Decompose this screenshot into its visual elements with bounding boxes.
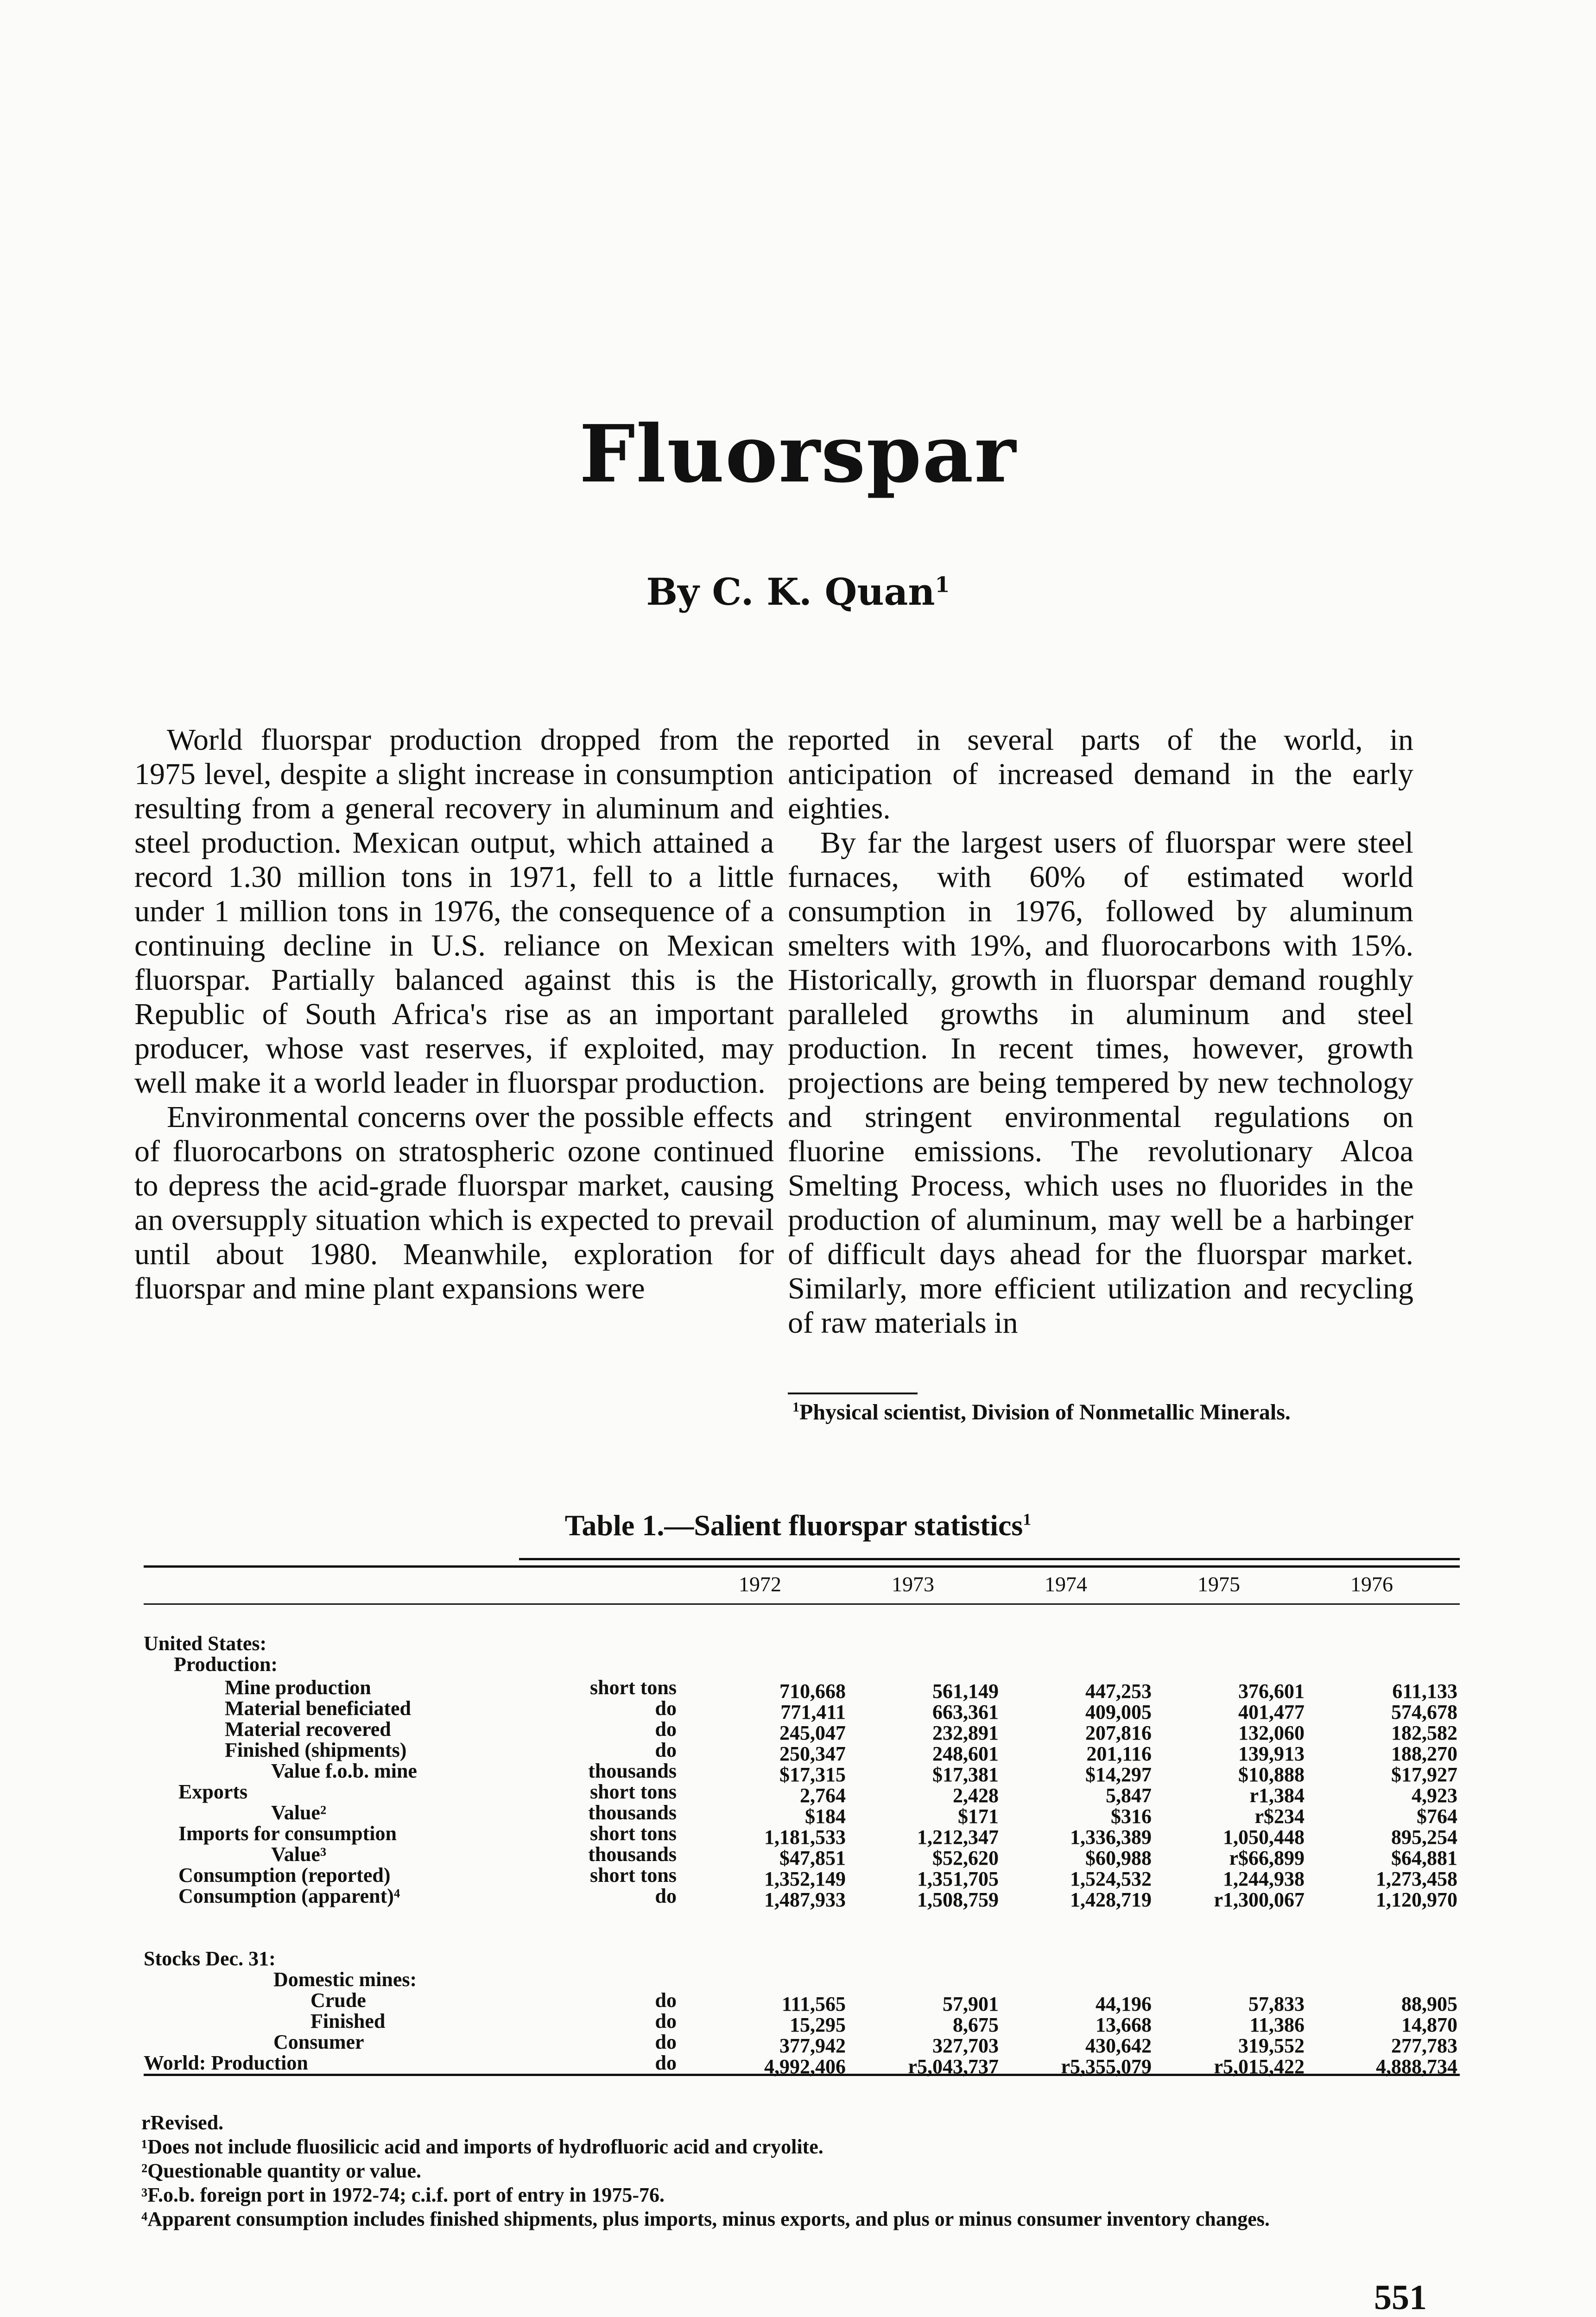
table-notes — [141, 2111, 1439, 2231]
table-cell: 1,524,532 — [1070, 1868, 1152, 1890]
table-cell: 182,582 — [1391, 1722, 1457, 1744]
table-cell: $52,620 — [932, 1847, 999, 1869]
year-header: 1974 — [1045, 1572, 1087, 1596]
table-cell: 710,668 — [779, 1680, 846, 1703]
row-label: Exports — [178, 1780, 248, 1803]
row-label: Material beneficiated — [225, 1697, 411, 1720]
table-cell: 574,678 — [1391, 1701, 1457, 1723]
row-label: Consumption (apparent)⁴ — [178, 1885, 400, 1907]
table-cell: 13,668 — [1096, 2013, 1152, 2036]
table-cell: 401,477 — [1238, 1701, 1305, 1723]
note: ⁴Apparent consumption includes finished shipments, plus imports, minus exports, and plus or minus consumer inventory changes. — [141, 2208, 1270, 2230]
table-cell: r$66,899 — [1229, 1847, 1305, 1869]
row-unit: thousands — [588, 1760, 677, 1782]
row-unit: short tons — [589, 1822, 677, 1845]
paragraph: World fluorspar production dropped from the 1975 level, despite a slight increase in consumption resulting from a general recovery in aluminum and steel production. Mexican output, which attained a record 1.30 million tons in 1971, fell to a little under 1 million tons in 1976, the consequence of a continuing decline in U.S. reliance on Mexican fluorspar. Partially balanced against this is the Republic of South Africa's rise as an important producer, whose vast reserves, if exploited, may well make it a world leader in fluorspar production. — [134, 723, 774, 1100]
note: ²Questionable quantity or value. — [141, 2159, 422, 2182]
note: ³F.o.b. foreign port in 1972-74; c.i.f. port of entry in 1975-76. — [141, 2184, 665, 2206]
table-cell: 44,196 — [1096, 1993, 1152, 2015]
table-cell: 2,428 — [953, 1784, 999, 1807]
row-label: Finished — [310, 2010, 386, 2032]
table-cell: $47,851 — [779, 1847, 846, 1869]
table-top-rule — [519, 1558, 1460, 1560]
table-cell: $10,888 — [1238, 1763, 1305, 1786]
author-name: By C. K. Quan — [646, 570, 935, 614]
table-cell: r1,300,067 — [1214, 1888, 1305, 1911]
table-cell: 409,005 — [1085, 1701, 1152, 1723]
table-title — [0, 1508, 1596, 1543]
byline — [0, 570, 1596, 614]
table-cell: 1,212,347 — [917, 1826, 999, 1849]
table-cell: 663,361 — [932, 1701, 999, 1723]
table-cell: 88,905 — [1401, 1993, 1457, 2015]
author-footnote — [792, 1399, 1291, 1425]
table-cell: 111,565 — [781, 1993, 846, 2015]
table-cell: $17,315 — [779, 1763, 846, 1786]
table-cell: $171 — [958, 1805, 999, 1828]
table-cell: 771,411 — [780, 1701, 846, 1723]
year-header: 1972 — [739, 1572, 781, 1596]
table-cell: 1,428,719 — [1070, 1888, 1152, 1911]
table-cell: 895,254 — [1391, 1826, 1457, 1849]
table-cell: $316 — [1111, 1805, 1152, 1828]
paragraph: By far the largest users of fluorspar were steel furnaces, with 60% of estimated world consumption in 1976, followed by aluminum smelters with 19%, and fluorocarbons with 15%. Historically, growth in fluorspar demand roughly paralleled growths in aluminum and steel production. In recent times, however, growth projections are being tempered by new technology and stringent environmental regulations on fluorine emissions. The revolutionary Alcoa Smelting Process, which uses no fluorides in the production of aluminum, may well be a harbinger of difficult days ahead for the fluorspar market. Similarly, more efficient utilization and recycling of raw materials in — [788, 826, 1413, 1340]
table-cell: 447,253 — [1085, 1680, 1152, 1703]
table-cell: 201,116 — [1086, 1742, 1152, 1765]
paragraph: Environmental concerns over the possible effects of fluorocarbons on stratospheric ozone continued to depress the acid-grade fluorspar market, causing an oversupply situation which is expected to prevail until about 1980. Meanwhile, exploration for fluorspar and mine plant expansions were — [134, 1100, 774, 1305]
table-cell: 4,992,406 — [764, 2055, 846, 2078]
row-label: Value² — [271, 1801, 327, 1824]
table-cell: 327,703 — [932, 2034, 999, 2057]
table-cell: 5,847 — [1106, 1784, 1152, 1807]
table-cell: r1,384 — [1249, 1784, 1305, 1807]
year-header: 1976 — [1350, 1572, 1393, 1596]
row-label: Crude — [310, 1989, 366, 2012]
row-label: Material recovered — [225, 1718, 391, 1741]
group-heading: Stocks Dec. 31: — [144, 1947, 276, 1970]
row-unit: do — [655, 2051, 677, 2074]
body-column-right — [788, 723, 1413, 1340]
row-label: Finished (shipments) — [225, 1739, 407, 1761]
row-unit: thousands — [588, 1801, 677, 1824]
footnote-text: Physical scientist, Division of Nonmetallic Minerals. — [799, 1400, 1291, 1424]
author-footnote-marker: 1 — [935, 572, 950, 597]
table-cell: 1,352,149 — [764, 1868, 846, 1890]
table-cell: 188,270 — [1391, 1742, 1457, 1765]
table-cell: 4,888,734 — [1376, 2055, 1457, 2078]
table-cell: $64,881 — [1391, 1847, 1457, 1869]
table-cell: 132,060 — [1238, 1722, 1305, 1744]
table-cell: r5,043,737 — [908, 2055, 999, 2078]
table-cell: r5,355,079 — [1061, 2055, 1152, 2078]
footnote-divider — [788, 1393, 918, 1394]
table-cell: 250,347 — [779, 1742, 846, 1765]
table-cell: 8,675 — [953, 2013, 999, 2036]
table-bottom-rule — [144, 2074, 1460, 2076]
row-unit: do — [655, 2031, 677, 2053]
row-unit: do — [655, 1718, 677, 1741]
year-header: 1973 — [892, 1572, 934, 1596]
table-cell: 1,181,533 — [764, 1826, 846, 1849]
table-cell: 430,642 — [1085, 2034, 1152, 2057]
row-unit: do — [655, 2010, 677, 2032]
table-cell: 377,942 — [779, 2034, 846, 2057]
body-column-left — [134, 723, 774, 1306]
table-title-text: Table 1.—Salient fluorspar statistics — [564, 1509, 1023, 1542]
year-header: 1975 — [1197, 1572, 1240, 1596]
group-heading: Domestic mines: — [273, 1968, 417, 1991]
table-cell: $184 — [805, 1805, 846, 1828]
table-cell: 14,870 — [1401, 2013, 1457, 2036]
group-heading: Production: — [174, 1653, 278, 1676]
table-cell: $14,297 — [1085, 1763, 1152, 1786]
table-cell: 1,244,938 — [1223, 1868, 1305, 1890]
article-title: Fluorspar — [579, 408, 1017, 500]
row-unit: short tons — [589, 1676, 677, 1699]
table-cell: 561,149 — [932, 1680, 999, 1703]
table-cell: 1,508,759 — [917, 1888, 999, 1911]
row-unit: short tons — [589, 1864, 677, 1887]
table-top-rule-2 — [144, 1565, 1460, 1568]
table-cell: 1,487,933 — [764, 1888, 846, 1911]
table-cell: 611,133 — [1392, 1680, 1457, 1703]
row-label: Value³ — [271, 1843, 327, 1866]
group-heading: United States: — [144, 1632, 267, 1655]
header-rule — [144, 1603, 1460, 1605]
table-cell: 277,783 — [1391, 2034, 1457, 2057]
table-cell: 57,833 — [1248, 1993, 1305, 2015]
table-cell: 11,386 — [1249, 2013, 1305, 2036]
row-label: Value f.o.b. mine — [271, 1760, 417, 1782]
paragraph: reported in several parts of the world, in anticipation of increased demand in the early eighties. — [788, 723, 1413, 825]
table-cell: r$234 — [1254, 1805, 1305, 1828]
footnote-marker: 1 — [792, 1399, 799, 1415]
note: ¹Does not include fluosilicic acid and imports of hydrofluoric acid and cryolite. — [141, 2135, 823, 2158]
table-cell: 207,816 — [1085, 1722, 1152, 1744]
row-label: Mine production — [225, 1676, 371, 1699]
row-unit: do — [655, 1989, 677, 2012]
note: rRevised. — [141, 2111, 224, 2134]
table-cell: 1,336,389 — [1070, 1826, 1152, 1849]
row-unit: thousands — [588, 1843, 677, 1866]
table-cell: $60,988 — [1085, 1847, 1152, 1869]
table-cell: 232,891 — [932, 1722, 999, 1744]
table-cell: $17,381 — [932, 1763, 999, 1786]
table-cell: 139,913 — [1238, 1742, 1305, 1765]
table-cell: $764 — [1417, 1805, 1457, 1828]
table-cell: 1,351,705 — [917, 1868, 999, 1890]
row-label: Imports for consumption — [178, 1822, 397, 1845]
page-number: 551 — [1374, 2278, 1427, 2317]
row-unit: do — [655, 1885, 677, 1907]
table-cell: 245,047 — [779, 1722, 846, 1744]
table-cell: 1,050,448 — [1223, 1826, 1305, 1849]
table-cell: 4,923 — [1412, 1784, 1457, 1807]
table-cell: 2,764 — [800, 1784, 846, 1807]
table-cell: 57,901 — [943, 1993, 999, 2015]
row-label: World: Production — [144, 2051, 308, 2074]
table-cell: r5,015,422 — [1214, 2055, 1305, 2078]
row-label: Consumer — [273, 2031, 364, 2053]
table-cell: 319,552 — [1238, 2034, 1305, 2057]
row-unit: do — [655, 1739, 677, 1761]
table-cell: 1,120,970 — [1376, 1888, 1457, 1911]
row-unit: do — [655, 1697, 677, 1720]
table-cell: 15,295 — [790, 2013, 846, 2036]
row-label: Consumption (reported) — [178, 1864, 391, 1887]
table-cell: 376,601 — [1238, 1680, 1305, 1703]
table-cell: 248,601 — [932, 1742, 999, 1765]
row-unit: short tons — [589, 1780, 677, 1803]
table-cell: $17,927 — [1391, 1763, 1457, 1786]
table-cell: 1,273,458 — [1376, 1868, 1457, 1890]
table-title-marker: 1 — [1023, 1510, 1032, 1529]
